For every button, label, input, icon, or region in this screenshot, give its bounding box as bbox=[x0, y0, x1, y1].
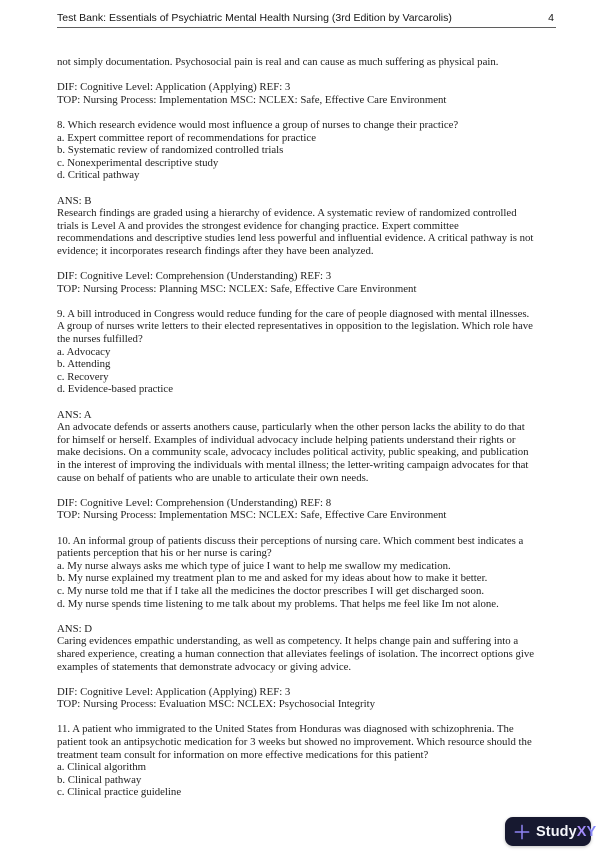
text-line: 8. Which research evidence would most influence a group of nurses to change their practice? bbox=[57, 118, 459, 131]
text-line: b. My nurse explained my treatment plan to me and asked for my ideas about how to make it better. bbox=[57, 572, 488, 585]
meta-question-10 bbox=[57, 686, 559, 711]
text-line: patient took an antipsychotic medication for 3 weeks but showed no improvement. Which resource should the bbox=[57, 736, 532, 749]
text-line: shared experience, creating a human connection that alleviates feelings of isolation. The incorrect options give bbox=[57, 647, 535, 660]
text-line: the nurses fulfilled? bbox=[57, 333, 143, 346]
text-line: Research findings are graded using a hierarchy of evidence. A systematic review of randomized controlled bbox=[57, 207, 517, 220]
text-line: recommendations and descriptive studies lend less powerful and influential evidence. A critical pathway is not bbox=[57, 232, 534, 245]
text-line: 10. An informal group of patients discuss their perceptions of nursing care. Which comment best indicates a bbox=[57, 534, 524, 547]
text-line: ANS: B bbox=[57, 194, 92, 207]
text-line: DIF: Cognitive Level: Comprehension (Understanding) REF: 8 bbox=[57, 496, 332, 509]
text-line: treatment team consult for information on more effective medications for this patient? bbox=[57, 748, 429, 761]
meta-question-9 bbox=[57, 497, 559, 522]
answer-8 bbox=[57, 195, 559, 258]
text-line: cause on behalf of patients who are unable to articulate their own needs. bbox=[57, 471, 369, 484]
question-8 bbox=[57, 119, 559, 182]
question-9 bbox=[57, 308, 559, 396]
text-line: c. Clinical practice guideline bbox=[57, 786, 182, 799]
meta-question-8 bbox=[57, 270, 559, 295]
header-title: Test Bank: Essentials of Psychiatric Mental Health Nursing (3rd Edition by Varcarolis) bbox=[57, 12, 452, 24]
text-line: c. Nonexperimental descriptive study bbox=[57, 156, 219, 169]
text-line: a. My nurse always asks me which type of juice I want to help me swallow my medication. bbox=[57, 559, 451, 572]
text-line: b. Attending bbox=[57, 358, 111, 371]
text-line: 9. A bill introduced in Congress would reduce funding for the care of people diagnosed with mental illnesses. bbox=[57, 307, 530, 320]
text-line: not simply documentation. Psychosocial pain is real and can cause as much suffering as physical pain. bbox=[57, 56, 499, 68]
text-line: d. Evidence-based practice bbox=[57, 383, 174, 396]
plus-icon bbox=[514, 824, 530, 840]
text-line: An advocate defends or asserts anothers cause, particularly when the other person lacks the ability to do that bbox=[57, 421, 525, 434]
page-number: 4 bbox=[548, 12, 554, 24]
text-line: d. My nurse spends time listening to me talk about my problems. That helps me feel like Im not alone. bbox=[57, 597, 499, 610]
text-line: d. Critical pathway bbox=[57, 169, 140, 182]
brand-name-accent: XY bbox=[576, 823, 597, 840]
text-line: TOP: Nursing Process: Evaluation MSC: NCLEX: Psychosocial Integrity bbox=[57, 698, 375, 711]
text-line: b. Clinical pathway bbox=[57, 773, 142, 786]
brand-name-primary: Study bbox=[536, 823, 577, 840]
text-line: Caring evidences empathic understanding, as well as competency. It helps change pain and suffering into a bbox=[57, 635, 519, 648]
text-line: in the interest of improving the individuals with mental illness; the letter-writing campaign advocates for that bbox=[57, 459, 529, 471]
text-line: trials is Level A and provides the strongest evidence for changing practice. Expert committee bbox=[57, 219, 459, 232]
text-line: b. Systematic review of randomized controlled trials bbox=[57, 144, 284, 157]
text-line: patients perception that his or her nurse is caring? bbox=[57, 547, 272, 560]
text-line: A group of nurses write letters to their elected representatives in opposition to the legislation. Which role have bbox=[57, 320, 533, 333]
answer-9 bbox=[57, 409, 559, 485]
text-line: c. My nurse told me that if I take all the medicines the doctor prescribes I will get discharged soon. bbox=[57, 584, 485, 597]
text-line: ANS: D bbox=[57, 622, 93, 635]
text-line: examples of statements that demonstrate advocacy or giving advice. bbox=[57, 660, 352, 673]
text-line: DIF: Cognitive Level: Application (Applying) REF: 3 bbox=[57, 81, 291, 94]
text-line: ANS: A bbox=[57, 408, 92, 421]
text-line: TOP: Nursing Process: Implementation MSC: NCLEX: Safe, Effective Care Environment bbox=[57, 93, 447, 106]
answer-10 bbox=[57, 623, 559, 673]
text-line: TOP: Nursing Process: Planning MSC: NCLEX: Safe, Effective Care Environment bbox=[57, 282, 417, 295]
text-line: TOP: Nursing Process: Implementation MSC: NCLEX: Safe, Effective Care Environment bbox=[57, 509, 447, 522]
text-line: c. Recovery bbox=[57, 370, 109, 383]
text-line: a. Clinical algorithm bbox=[57, 761, 147, 774]
text-line: DIF: Cognitive Level: Application (Applying) REF: 3 bbox=[57, 685, 291, 698]
text-line: DIF: Cognitive Level: Comprehension (Understanding) REF: 3 bbox=[57, 270, 332, 283]
question-10 bbox=[57, 535, 559, 611]
text-line: a. Advocacy bbox=[57, 345, 111, 358]
brand-wordmark bbox=[536, 824, 596, 840]
text-line: evidence; it incorporates research findings after they have been analyzed. bbox=[57, 244, 374, 257]
meta-question-7 bbox=[57, 81, 559, 106]
text-line: for himself or herself. Examples of individual advocacy include helping patients understand their rights or bbox=[57, 433, 516, 446]
text-line: make decisions. On a community scale, advocacy includes political activity, public speaking, and publication bbox=[57, 446, 529, 459]
document-body bbox=[57, 56, 559, 799]
studyxy-watermark bbox=[505, 817, 597, 846]
question-11 bbox=[57, 723, 559, 799]
text-line: 11. A patient who immigrated to the United States from Honduras was diagnosed with schizophrenia. The bbox=[57, 723, 514, 736]
text-line: a. Expert committee report of recommendations for practice bbox=[57, 131, 317, 144]
page-header bbox=[57, 12, 556, 28]
rationale-continued bbox=[57, 56, 559, 69]
